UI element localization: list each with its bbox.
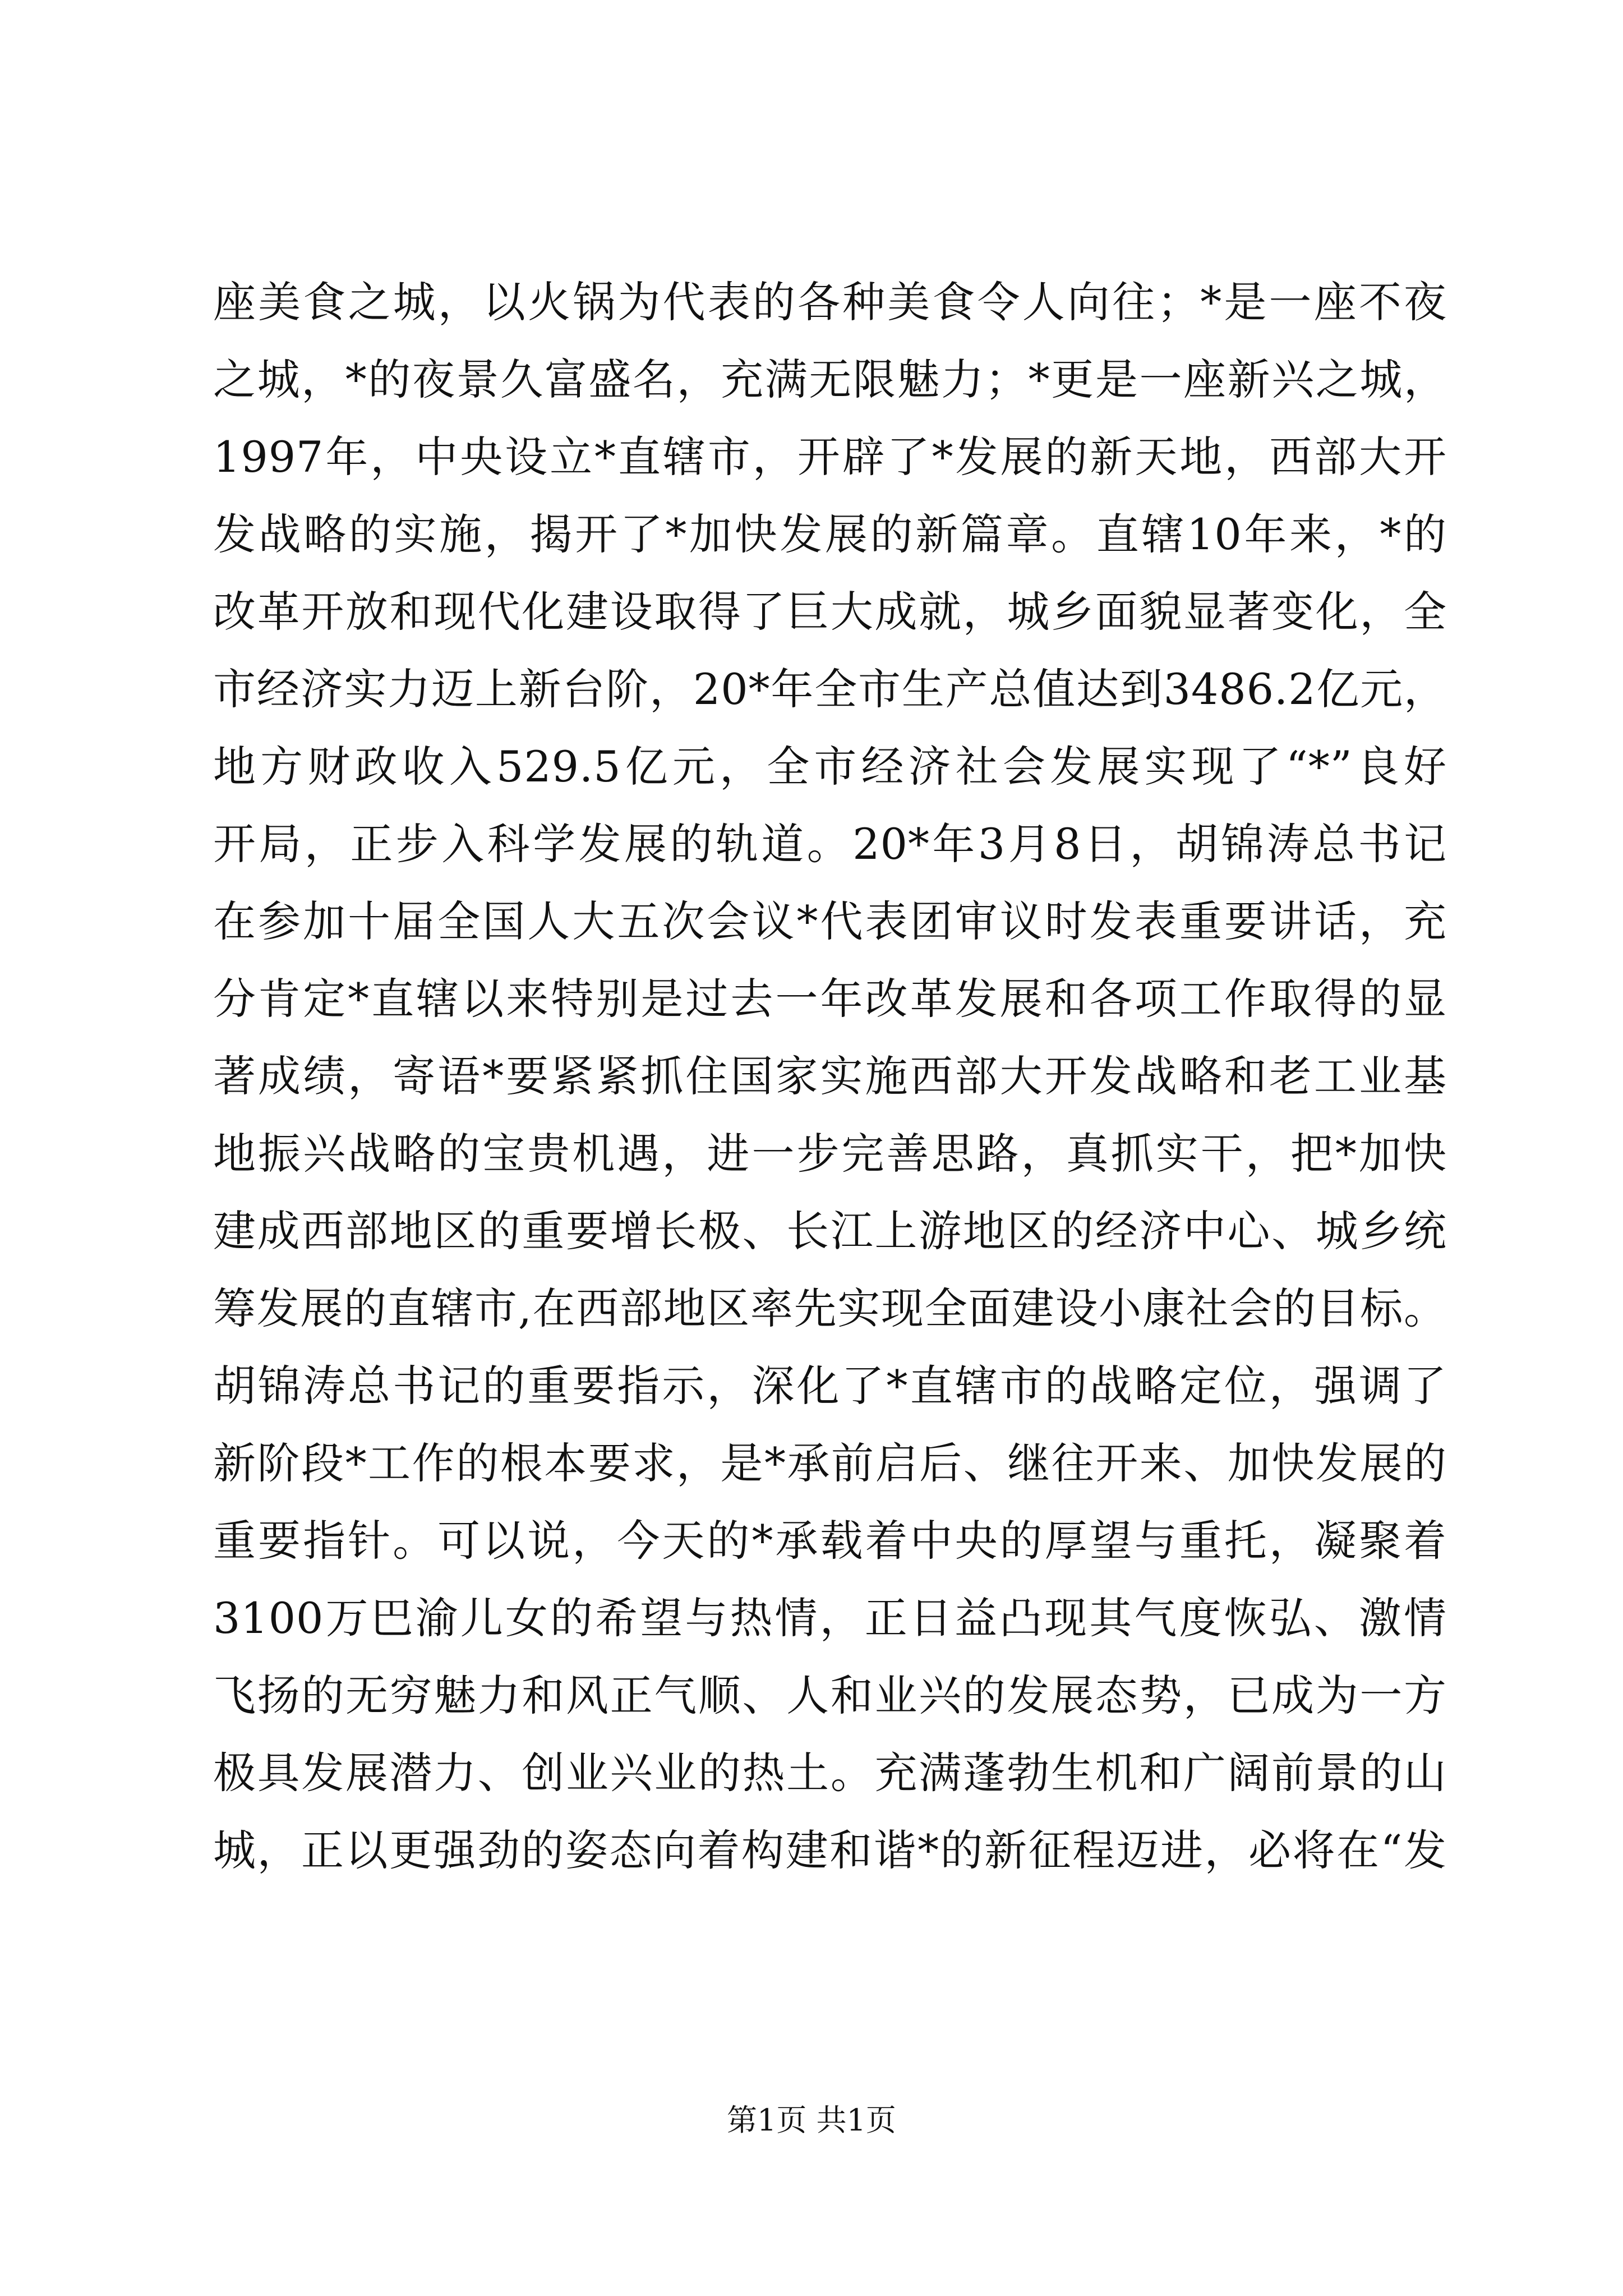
body-line: 改革开放和现代化建设取得了巨大成就，城乡面貌显著变化，全 bbox=[213, 587, 1447, 637]
body-line: 重要指针。可以说，今天的*承载着中央的厚望与重托，凝聚着 bbox=[213, 1516, 1447, 1566]
body-line: 飞扬的无穷魅力和风正气顺、人和业兴的发展态势，已成为一方 bbox=[213, 1671, 1447, 1720]
body-line: 著成绩，寄语*要紧紧抓住国家实施西部大开发战略和老工业基 bbox=[213, 1051, 1447, 1101]
body-line: 建成西部地区的重要增长极、长江上游地区的经济中心、城乡统 bbox=[213, 1206, 1447, 1256]
body-line: 地方财政收入529.5亿元，全市经济社会发展实现了“*”良好 bbox=[213, 742, 1447, 792]
body-line: 之城，*的夜景久富盛名，充满无限魅力；*更是一座新兴之城， bbox=[213, 355, 1447, 404]
body-line: 胡锦涛总书记的重要指示，深化了*直辖市的战略定位，强调了 bbox=[213, 1361, 1447, 1411]
body-line: 地振兴战略的宝贵机遇，进一步完善思路，真抓实干，把*加快 bbox=[213, 1129, 1447, 1179]
body-line: 发战略的实施，揭开了*加快发展的新篇章。直辖10年来，*的 bbox=[213, 509, 1447, 559]
body-line: 3100万巴渝儿女的希望与热情，正日益凸现其气度恢弘、激情 bbox=[213, 1593, 1447, 1643]
body-line: 极具发展潜力、创业兴业的热土。充满蓬勃生机和广阔前景的山 bbox=[213, 1748, 1447, 1798]
page-footer: 第1页 共1页 bbox=[727, 2102, 896, 2138]
body-line: 市经济实力迈上新台阶，20*年全市生产总值达到3486.2亿元， bbox=[213, 664, 1447, 714]
body-line: 座美食之城，以火锅为代表的各种美食令人向往；*是一座不夜 bbox=[213, 277, 1447, 327]
body-line: 在参加十届全国人大五次会议*代表团审议时发表重要讲话，充 bbox=[213, 896, 1447, 946]
body-line: 分肯定*直辖以来特别是过去一年改革发展和各项工作取得的显 bbox=[213, 974, 1447, 1024]
body-line: 城，正以更强劲的姿态向着构建和谐*的新征程迈进，必将在“发 bbox=[213, 1825, 1447, 1875]
body-line: 筹发展的直辖市,在西部地区率先实现全面建设小康社会的目标。 bbox=[213, 1283, 1447, 1333]
body-line: 1997年，中央设立*直辖市，开辟了*发展的新天地，西部大开 bbox=[213, 432, 1447, 482]
body-line: 新阶段*工作的根本要求，是*承前启后、继往开来、加快发展的 bbox=[213, 1438, 1447, 1488]
body-line: 开局，正步入科学发展的轨道。20*年3月8日，胡锦涛总书记 bbox=[213, 819, 1447, 869]
body-text bbox=[213, 264, 1447, 1889]
